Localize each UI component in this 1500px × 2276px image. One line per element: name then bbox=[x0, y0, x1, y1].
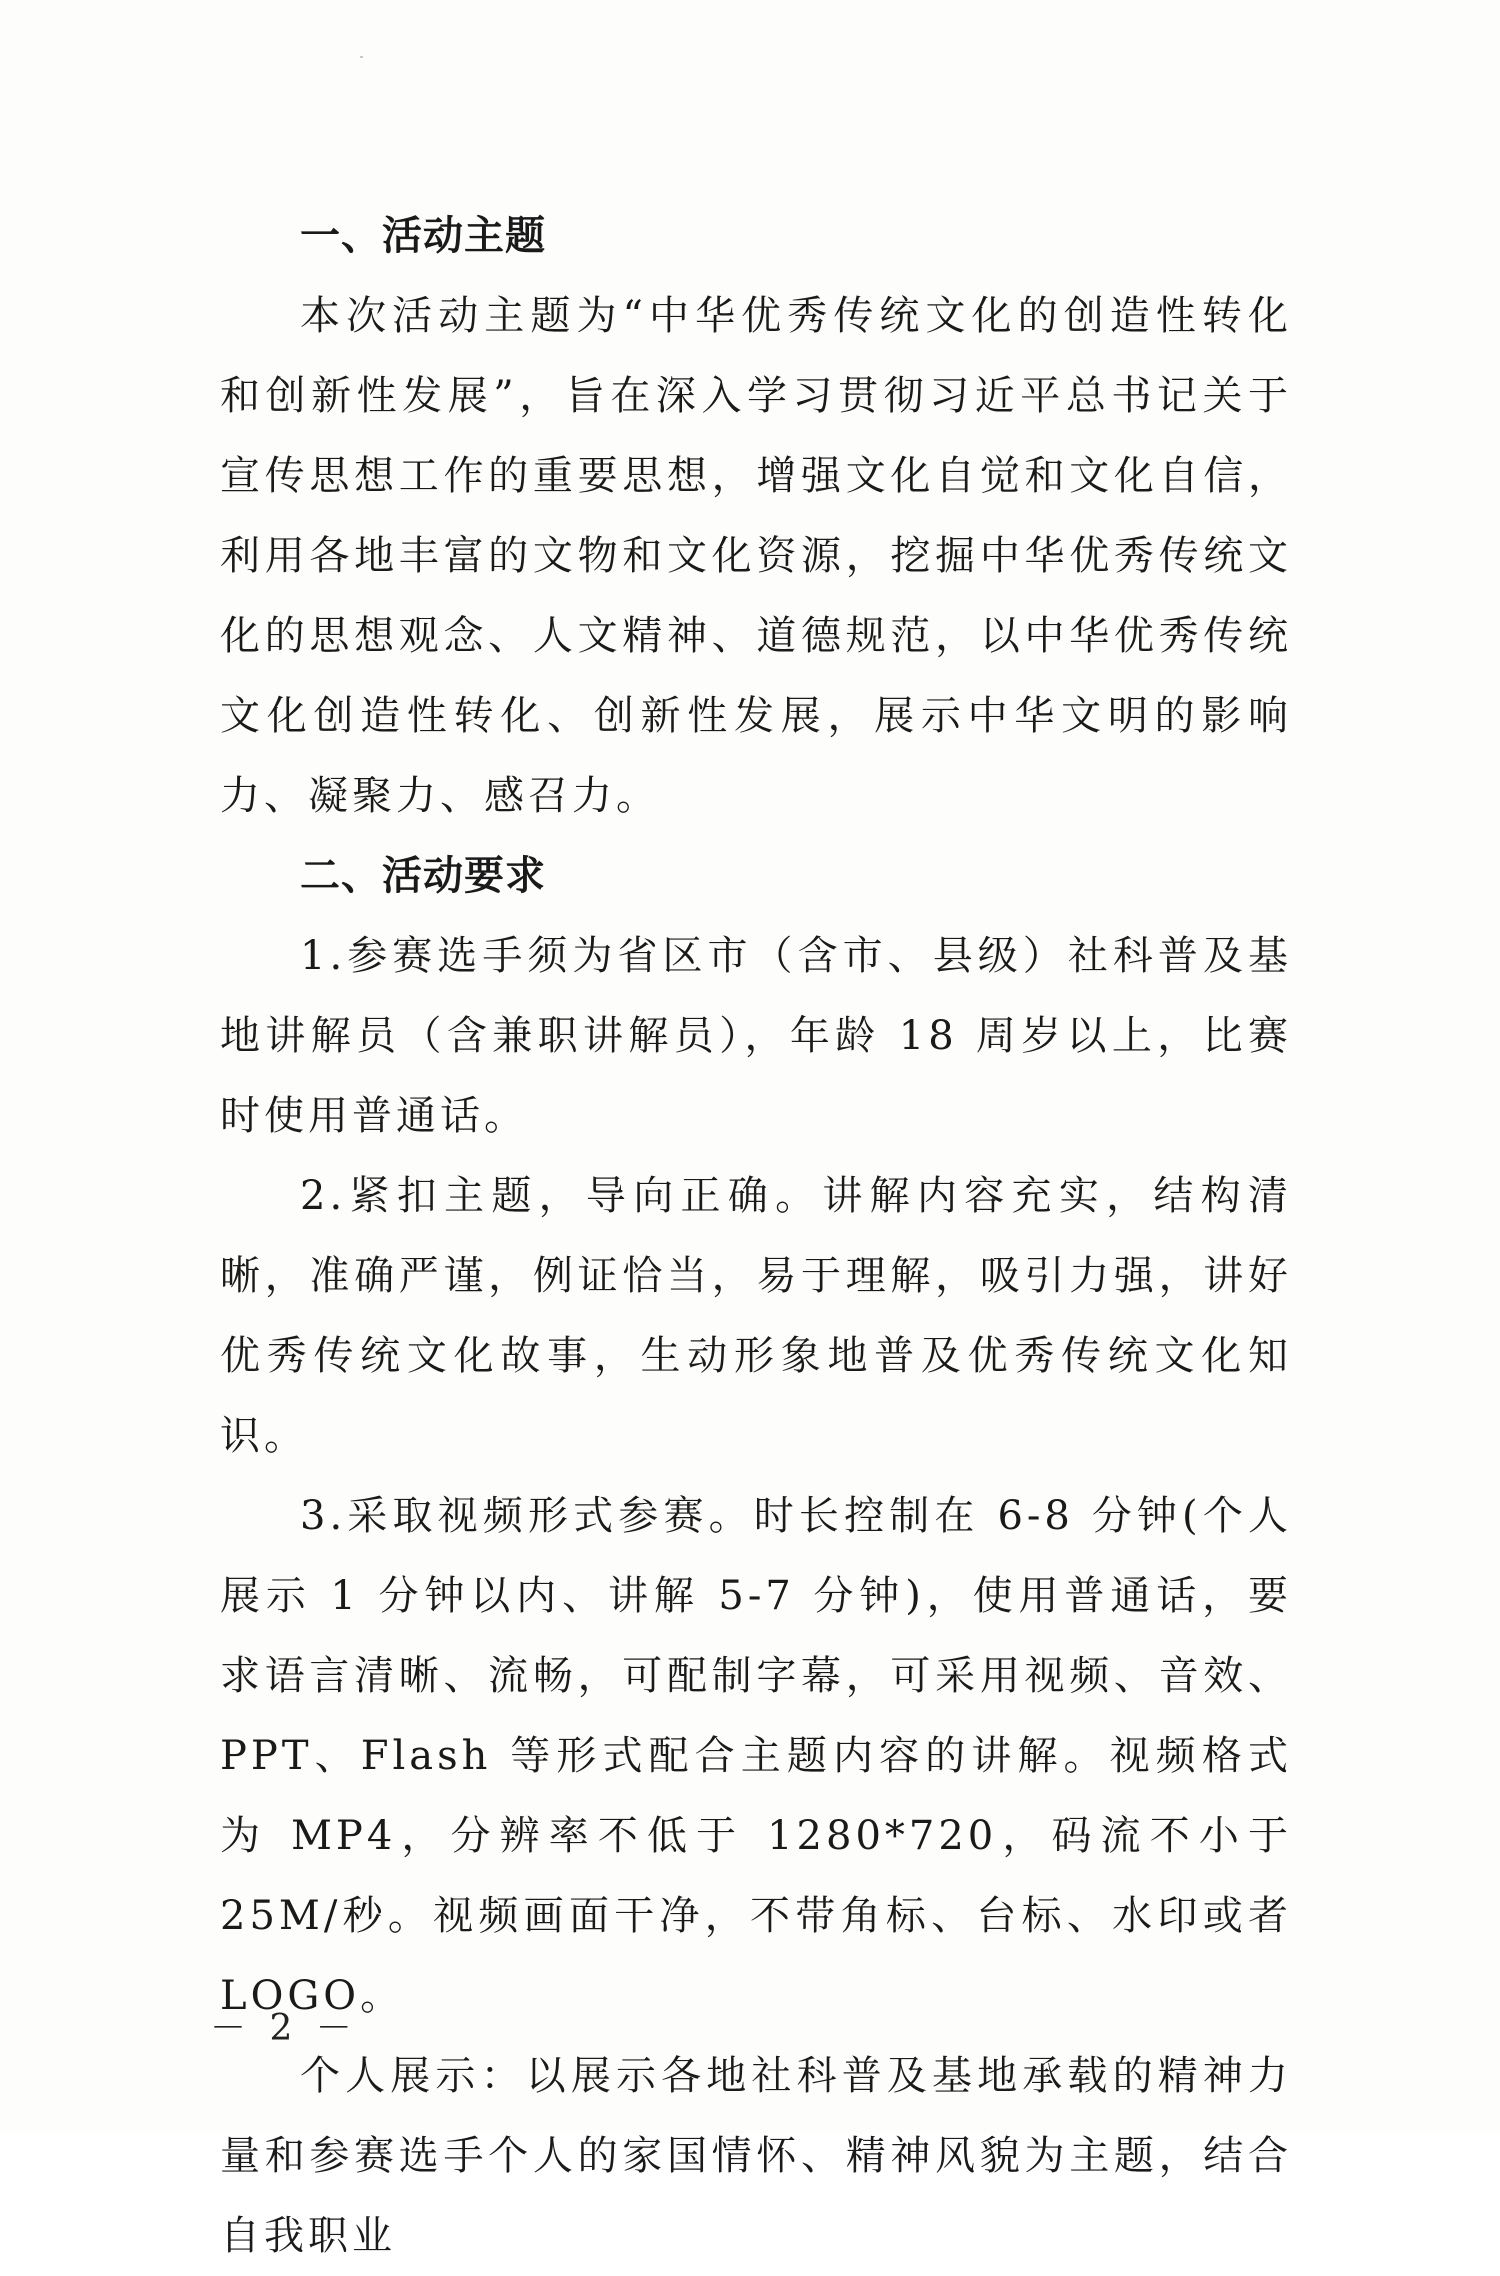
paragraph-requirement-1: 1.参赛选手须为省区市（含市、县级）社科普及基地讲解员（含兼职讲解员），年龄 18 周岁以上，比赛时使用普通话。 bbox=[220, 933, 1292, 1139]
paragraph-personal-display: 个人展示：以展示各地社科普及基地承载的精神力量和参赛选手个人的家国情怀、精神风貌为主题，结合自我职业 bbox=[220, 2053, 1292, 2259]
scan-speck bbox=[360, 56, 363, 58]
paragraph-requirement-2: 2.紧扣主题，导向正确。讲解内容充实，结构清晰，准确严谨，例证恰当，易于理解，吸引力强，讲好优秀传统文化故事，生动形象地普及优秀传统文化知识。 bbox=[220, 1173, 1292, 1459]
section-heading-theme: 一、活动主题 bbox=[300, 213, 546, 259]
paragraph-theme: 本次活动主题为“中华优秀传统文化的创造性转化和创新性发展”，旨在深入学习贯彻习近平总书记关于宣传思想工作的重要思想，增强文化自觉和文化自信，利用各地丰富的文物和文化资源，挖掘中华优秀传统文化的思想观念、人文精神、道德规范，以中华优秀传统文化创造性转化、创新性发展，展示中华文明的影响力、凝聚力、感召力。 bbox=[220, 293, 1292, 819]
paragraph-requirement-3: 3.采取视频形式参赛。时长控制在 6-8 分钟(个人展示 1 分钟以内、讲解 5-7 分钟)，使用普通话，要求语言清晰、流畅，可配制字幕，可采用视频、音效、PPT、Flash 等形式配合主题内容的讲解。视频格式为 MP4，分辨率不低于 1280*720，码流不小于 25M/秒。视频画面干净，不带角标、台标、水印或者 LOGO。 bbox=[220, 1493, 1292, 2019]
section-heading-requirements: 二、活动要求 bbox=[300, 853, 546, 899]
page-number: － 2 － bbox=[210, 2008, 358, 2049]
document-body bbox=[220, 196, 1292, 2276]
